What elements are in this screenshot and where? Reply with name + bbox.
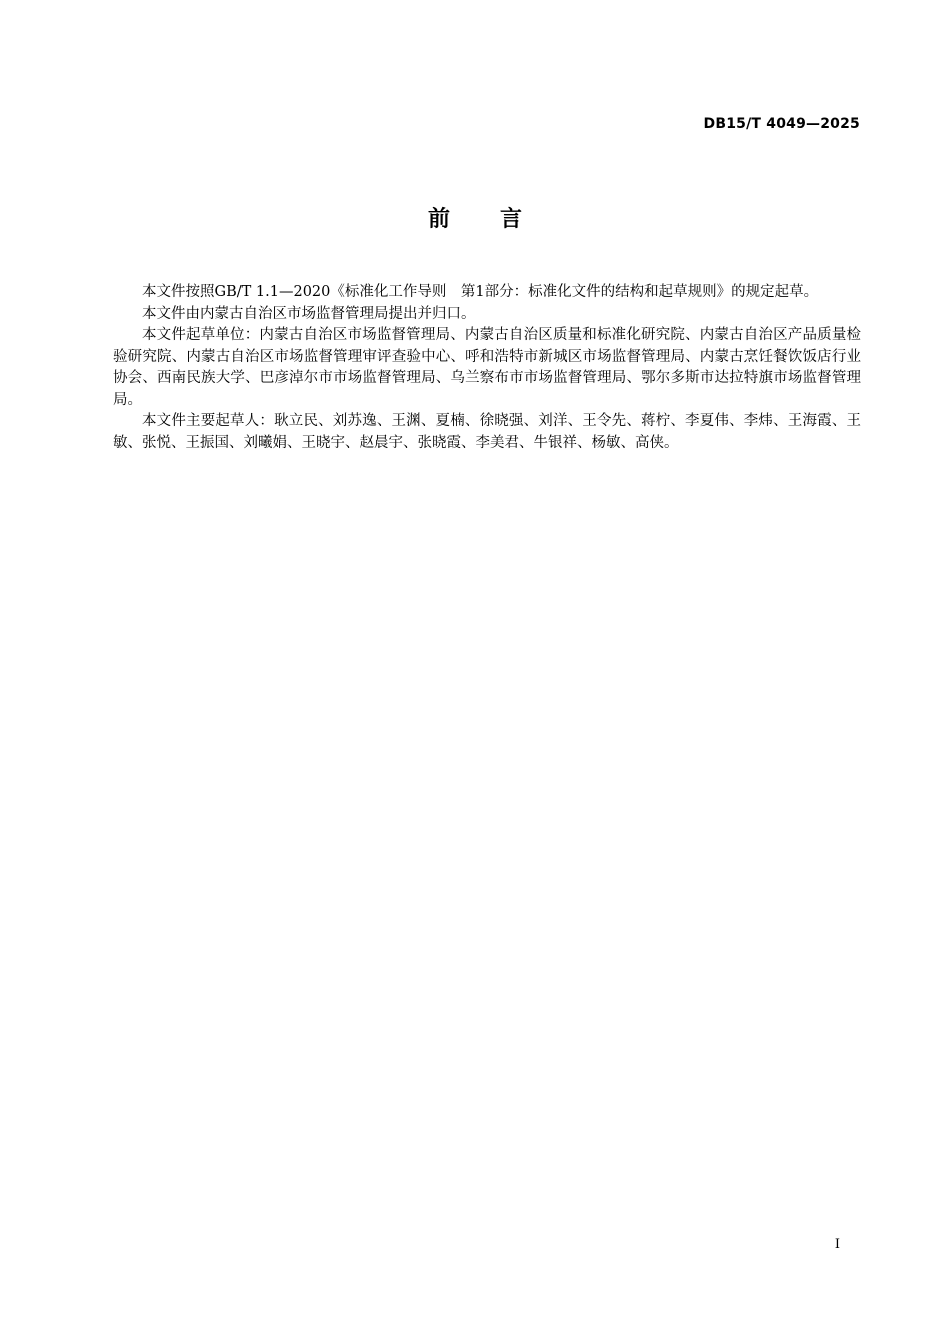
paragraph-drafting-rules: 本文件按照GB/T 1.1—2020《标准化工作导则 第1部分：标准化文件的结构和起草规则》的规定起草。 (142, 284, 819, 300)
page-number: I (834, 1237, 840, 1252)
paragraph-proposer: 本文件由内蒙古自治区市场监督管理局提出并归口。 (142, 305, 476, 322)
paragraph-drafters: 本文件主要起草人：耿立民、刘苏逸、王渊、夏楠、徐晓强、刘洋、王令先、蒋柠、李夏伟、李炜、王海霞、王敏、张悦、王振国、刘曦娟、王晓宇、赵晨宇、张晓霞、李美君、牛银祥、杨敏、高侠。 (113, 413, 861, 451)
foreword-body (113, 282, 861, 454)
paragraph-drafting-units: 本文件起草单位：内蒙古自治区市场监督管理局、内蒙古自治区质量和标准化研究院、内蒙古自治区产品质量检验研究院、内蒙古自治区市场监督管理审评查验中心、呼和浩特市新城区市场监督管理局、内蒙古烹饪餐饮饭店行业协会、西南民族大学、巴彦淖尔市市场监督管理局、乌兰察布市市场监督管理局、鄂尔多斯市达拉特旗市场监督管理局。 (113, 327, 861, 408)
page-title: 前言 (427, 207, 572, 232)
document-code: DB15/T 4049—2025 (703, 116, 860, 132)
